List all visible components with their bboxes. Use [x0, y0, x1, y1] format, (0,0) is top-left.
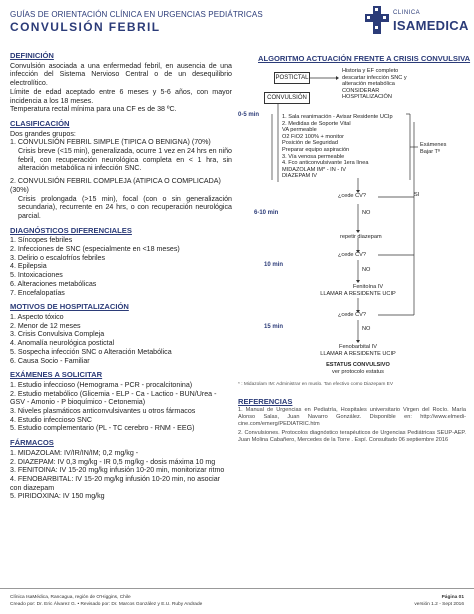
flowchart-lines	[238, 62, 466, 390]
repetir-label: repetir diazepam	[340, 234, 382, 240]
logo-small-text: CLINICA	[393, 10, 421, 16]
time-label: 6-10 min	[254, 210, 279, 216]
left-column	[10, 52, 232, 501]
time-label: 0-5 min	[238, 112, 260, 118]
list-item: 5. Estudio complementario (PL - TC cerebro - RNM - EEG)	[10, 424, 195, 433]
list-item: 5. PIRIDOXINA: IV 150 mg/kg	[10, 492, 105, 501]
reference-item: 1. Manual de Urgencias en Pediatría, Hospitales universitario Virgen del Rocío. María Alonso Salas, Juan Navarro González. Disponible en: http://www.elmedi-cine.com/emerg/PEDIATRIC.htm	[238, 407, 466, 427]
list-item: 2. DIAZEPAM: IV 0,3 mg/kg - IR 0,5 mg/kg - dosis máxima 10 mg	[10, 457, 216, 466]
decision-label: ¿cede CV?	[338, 312, 366, 318]
no-label: NO	[362, 326, 371, 332]
time-label: 15 min	[264, 324, 284, 330]
list-item: 5. Sospecha infección SNC o Alteración Metabólica	[10, 347, 172, 356]
diagnosticos-list	[10, 236, 232, 297]
algorithm-flowchart	[238, 62, 466, 390]
list-item: 1. MIDAZOLAM: IV/IR/IN/IM; 0,2 mg/kg -	[10, 448, 139, 457]
list-item: 5. Intoxicaciones	[10, 271, 63, 280]
initial-steps: 1. Sala reanimación - Avisar Residente UCIp 2. Medidas de Soporte Vital VA permeable O2 FiO2 100% + monitor Posición de Seguridad Preparar equipo aspiración 3. Vía venosa permeable 4. Fco anticonvulsivante 1era línea MIDAZOLAM IM* - IN - IV DIAZEPAM IV	[282, 114, 393, 180]
examenes-title: EXÁMENES A SOLICITAR	[10, 370, 103, 380]
decision-label: ¿cede CV?	[338, 193, 366, 199]
list-item: 3. Niveles plasmáticos anticonvulsivantes u otros fármacos	[10, 407, 196, 416]
medical-cross-icon	[365, 6, 389, 34]
page-title: CONVULSIÓN FEBRIL	[10, 20, 161, 34]
si-label: SI	[414, 192, 420, 198]
no-label: NO	[362, 267, 371, 273]
examenes-list	[10, 381, 232, 433]
page-header	[0, 0, 474, 42]
list-item: 6. Causa Socio - Familiar	[10, 356, 90, 365]
postictal-note: Historia y EF completo descartar infección SNC y alteración metabólica CONSIDERAR HOSPITALIZACIÓN	[342, 68, 407, 101]
decision-label: ¿cede CV?	[338, 252, 366, 258]
motivos-list	[10, 313, 232, 365]
definicion-title: DEFINICIÓN	[10, 51, 54, 60]
estatus-label: ESTATUS CONVULSIVO	[326, 362, 390, 368]
list-item: 1. Aspecto tóxico	[10, 312, 64, 321]
clasificacion-g1-text: Crisis breve (<15 min), generalizada, ocurre 1 vez en 24 hrs en niño febril, con recuperación neurológica completa en < 1 hra, sin alteración metabólica ni infección SNC.	[18, 147, 232, 173]
list-item: 1. Estudio infeccioso (Hemograma - PCR - procalcitonina)	[10, 380, 193, 389]
clinic-logo	[365, 6, 469, 38]
list-item: 4. Anomalía neurológica postictal	[10, 339, 115, 348]
fenobarbital-label: Fenobarbital IV	[339, 344, 377, 350]
list-item: 6. Alteraciones metabólicas	[10, 279, 97, 288]
diagnosticos-title: DIAGNÓSTICOS DIFERENCIALES	[10, 225, 132, 235]
version-label: versión 1.2 - Sept 2016	[414, 602, 464, 607]
definicion-p2: Límite de edad aceptado entre 6 meses y 5-6 años, con mayor incidencia a los 18 meses.	[10, 87, 232, 105]
reference-item: 2. Convulsiones. Protocolos diagnóstico terapéuticos de Urgencias Pediátricas SEUP-AEP. Juan Molina Cabañero, Mercedes de la Torre . Espí. Consultado 06 septiembre 2016	[238, 430, 466, 443]
page-number: Página 01	[441, 595, 464, 600]
algorithm-title: ALGORITMO ACTUACIÓN FRENTE A CRISIS CONVULSIVA	[258, 54, 471, 63]
farmacos-title: FÁRMACOS	[10, 438, 54, 448]
clasificacion-g2-text: Crisis prolongada (>15 min), focal (con o sin generalización secundaria), recurrente en 24 hrs, o con recuperación neurológica parcial.	[18, 194, 232, 220]
clasificacion-g2-title: 2. CONVULSIÓN FEBRIL COMPLEJA (ATIPICA O COMPLICADA) (30%)	[10, 177, 221, 194]
algorithm-footnote: * : Midazolam IM: Administrar en muslo. Tan efectivo como Diazepam EV	[238, 382, 394, 387]
list-item: 3. FENITOINA: IV 15-20 mg/kg infusión 10-20 min, monitorizar ritmo	[10, 466, 225, 475]
definicion-p1: Convulsión asociada a una enfermedad febril, en ausencia de una infección del Sistema Nervioso Central o de un desequilibrio electrolítico.	[10, 61, 232, 88]
references-title: REFERENCIAS	[238, 397, 293, 406]
clasificacion-g1-title: 1. CONVULSIÓN FEBRIL SIMPLE (TIPICA O BENIGNA) (70%)	[10, 138, 211, 147]
references-section	[238, 398, 466, 446]
motivos-title: MOTIVOS DE HOSPITALIZACIÓN	[10, 302, 129, 312]
list-item: 2. Estudio metabólico (Glicemia - ELP - Ca - Lactico - BUN/Urea - GSV - Amonio - P bioquímico - Cetonemia)	[10, 389, 217, 407]
clasificacion-title: CLASIFICACIÓN	[10, 118, 70, 128]
convulsion-box: CONVULSIÓN	[264, 92, 310, 104]
postictal-box: POSTICTAL	[274, 72, 310, 84]
exams-note: Exámenes Bajar Tº	[420, 142, 447, 155]
list-item: 2. Infecciones de SNC (especialmente en <18 meses)	[10, 245, 180, 254]
clasificacion-intro: Dos grandes grupos:	[10, 129, 76, 138]
list-item: 4. Estudio infeccioso SNC	[10, 415, 93, 424]
no-label: NO	[362, 210, 371, 216]
llamar-label: LLAMAR A RESIDENTE UCIP	[320, 351, 396, 357]
fenitoina-label: Fenitoína IV	[352, 284, 384, 290]
time-label: 10 min	[264, 262, 284, 268]
list-item: 3. Crisis Convulsiva Compleja	[10, 330, 105, 339]
llamar-label: LLAMAR A RESIDENTE UCIP	[320, 291, 396, 297]
list-item: 7. Encefalopatías	[10, 288, 65, 297]
page-footer	[0, 588, 474, 614]
farmacos-list	[10, 449, 232, 501]
list-item: 3. Delirio o escalofríos febriles	[10, 253, 106, 262]
logo-big-text: ISAMEDICA	[393, 18, 469, 33]
list-item: 2. Menor de 12 meses	[10, 321, 81, 330]
list-item: 4. Epilepsia	[10, 262, 47, 271]
footer-address: Clínica IsaMédica, Rancagua, región de O'Higgins, Chile	[10, 595, 131, 600]
estatus-sub-label: ver protocolo estatus	[332, 369, 384, 375]
definicion-p3: Temperatura rectal mínima para una CF es de 38 ºC.	[10, 105, 177, 114]
list-item: 1. Síncopes febriles	[10, 236, 73, 245]
guide-subtitle: GUÍAS DE ORIENTACIÓN CLÍNICA EN URGENCIAS PEDIÁTRICAS	[10, 10, 263, 19]
footer-credits: Creado por: Dr. Eric Álvarez G. • Revisado por: Dr. Marcos González y E.U. Ruby Andrade	[10, 602, 203, 607]
list-item: 4. FENOBARBITAL: IV 15-20 mg/kg infusión 10-20 min, no asociar con diazepam	[10, 474, 221, 492]
